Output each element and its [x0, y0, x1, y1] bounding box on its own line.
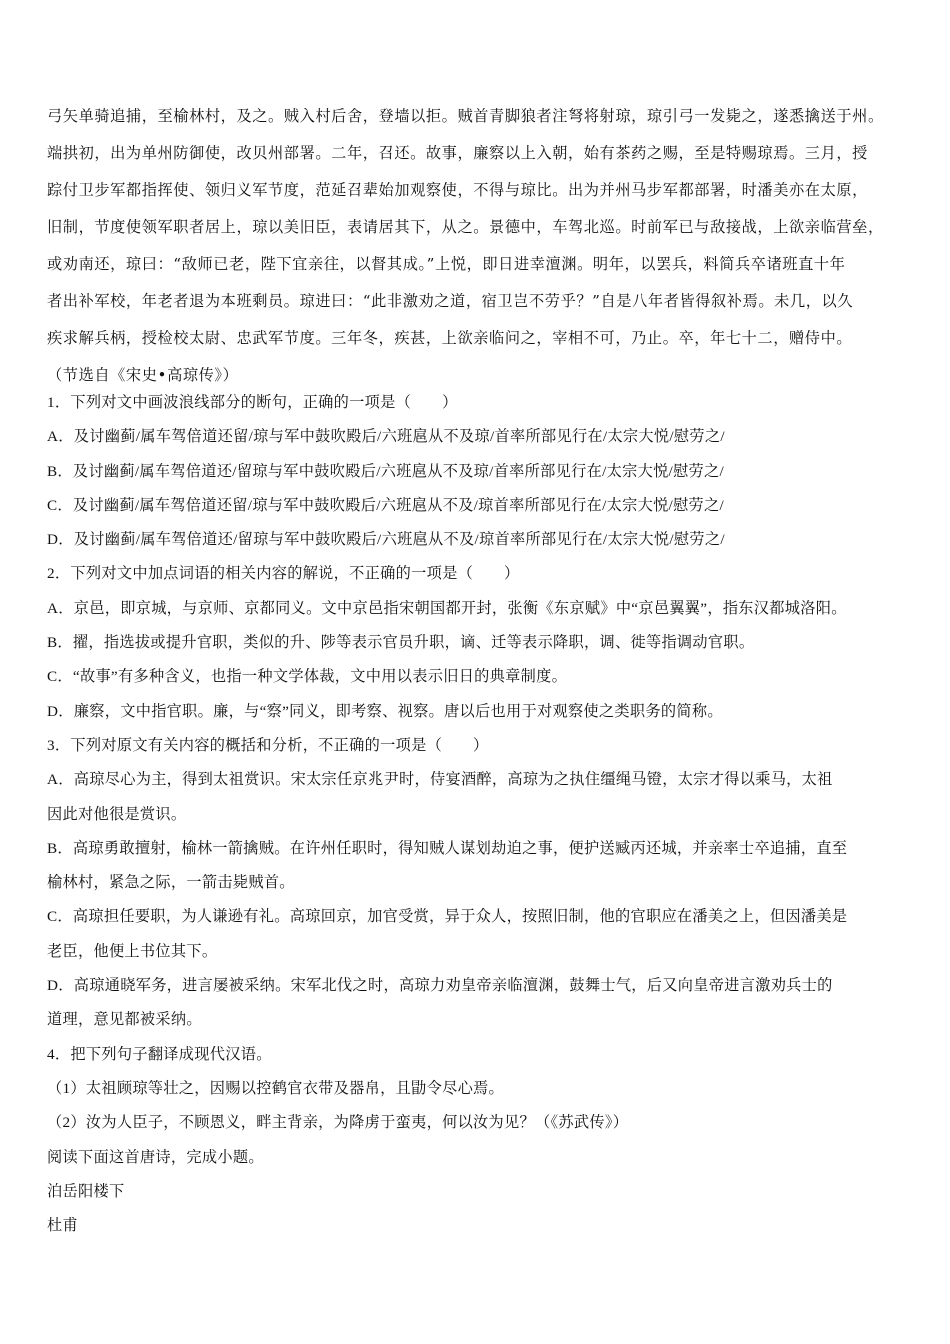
passage-line: 弓矢单骑追捕，至榆林村，及之。贼入村后舍，登墙以拒。贼首青脚狼者注弩将射琼，琼引弓一发毙之，遂悉擒送于州。 [47, 107, 884, 125]
passage-line: 端拱初，出为单州防御使，改贝州部署。二年，召还。故事，廉察以上入朝，始有茶药之赐，至是特赐琼焉。三月，授 [47, 144, 868, 162]
question-4-item-1: （1）太祖顾琼等壮之，因赐以控鹤官衣带及器帛，且勖令尽心焉。 [47, 1079, 505, 1097]
question-2-option-a: A．京邑，即京城，与京师、京都同义。文中京邑指宋朝国都开封，张衡《东京赋》中“京邑翼翼”，指东汉都城洛阳。 [47, 599, 847, 617]
question-4-item-2: （2）汝为人臣子，不顾恩义，畔主背亲，为降虏于蛮夷，何以汝为见？（《苏武传》） [47, 1114, 629, 1132]
question-3-option-d: D．高琼通晓军务，进言屡被采纳。宋军北伐之时，高琼力劝皇帝亲临澶渊，鼓舞士气，后又向皇帝进言激劝兵士的 [47, 977, 833, 995]
poem-author: 杜甫 [47, 1217, 78, 1235]
question-3-option-c: C．高琼担任要职，为人谦逊有礼。高琼回京，加官受赏，异于众人，按照旧制，他的官职应在潘美之上，但因潘美是 [47, 908, 848, 926]
classical-passage [47, 98, 917, 394]
question-1-option-c: C．及讨幽蓟/属车驾倍道还留/琼与军中鼓吹殿后/六班扈从不及/琼首率所部见行在/太宗大悦/慰劳之/ [47, 496, 725, 514]
passage-line: 者出补军校，年老者退为本班剩员。琼进曰：“此非激劝之道，宿卫岂不劳乎？”自是八年者皆得叙补焉。未几，以久 [47, 292, 854, 310]
question-1-option-b: B．及讨幽蓟/属车驾倍道还/留琼与军中鼓吹殿后/六班扈从不及琼/首率所部见行在/太宗大悦/慰劳之/ [47, 462, 725, 480]
question-1-option-d: D．及讨幽蓟/属车驾倍道还/留琼与军中鼓吹殿后/六班扈从不及/琼首率所部见行在/太宗大悦/慰劳之/ [47, 531, 725, 549]
question-3-stem: 3．下列对原文有关内容的概括和分析，不正确的一项是（ ） [47, 736, 489, 754]
question-3-option-d-cont: 道理，意见都被采纳。 [47, 1011, 202, 1029]
passage-line: 旧制，节度使领军职者居上，琼以美旧臣，表请居其下，从之。景德中，车驾北巡。时前军已与敌接战，上欲亲临营垒， [47, 218, 884, 236]
question-2-option-c: C．“故事”有多种含义，也指一种文学体裁，文中用以表示旧日的典章制度。 [47, 668, 568, 686]
passage-line: 疾求解兵柄，授检校太尉、忠武军节度。三年冬，疾甚，上欲亲临问之，宰相不可，乃止。卒，年七十二，赠侍中。 [47, 329, 853, 347]
question-1-stem: 1．下列对文中画波浪线部分的断句，正确的一项是（ ） [47, 394, 458, 411]
question-3-option-c-cont: 老臣，他便上书位其下。 [47, 942, 218, 960]
passage-line: 踪付卫步军都指挥使、领归义军节度，范延召辈始加观察使，不得与琼比。出为并州马步军都部署，时潘美亦在太原， [47, 181, 868, 199]
passage-source: （节选自《宋史•高琼传》） [47, 366, 239, 384]
questions-section [47, 386, 917, 1243]
question-4-stem: 4．把下列句子翻译成现代汉语。 [47, 1045, 272, 1063]
question-2-option-d: D．廉察，文中指官职。廉，与“察”同义，即考察、视察。唐以后也用于对观察使之类职务的简称。 [47, 702, 723, 720]
question-2-option-b: B．擢，指选拔或提升官职，类似的升、陟等表示官员升职，谪、迁等表示降职，调、徙等指调动官职。 [47, 634, 755, 652]
poem-intro: 阅读下面这首唐诗，完成小题。 [47, 1148, 264, 1166]
question-3-option-a: A．高琼尽心为主，得到太祖赏识。宋太宗任京兆尹时，侍宴酒醉，高琼为之执住缰绳马镫，太宗才得以乘马，太祖 [47, 771, 833, 789]
poem-title: 泊岳阳楼下 [47, 1182, 125, 1200]
question-3-option-b-cont: 榆林村，紧急之际，一箭击毙贼首。 [47, 874, 295, 892]
question-1-option-a: A．及讨幽蓟/属车驾倍道还留/琼与军中鼓吹殿后/六班扈从不及琼/首率所部见行在/太宗大悦/慰劳之/ [47, 428, 725, 446]
passage-line: 或劝南还，琼曰：“敌师已老，陛下宜亲往，以督其成。”上悦，即日进幸澶渊。明年，以罢兵，料简兵卒诸班直十年 [47, 255, 846, 273]
question-3-option-a-cont: 因此对他很是赏识。 [47, 805, 187, 823]
question-3-option-b: B．高琼勇敢擅射，榆林一箭擒贼。在许州任职时，得知贼人谋划劫迫之事，便护送臧丙还城，并亲率士卒追捕，直至 [47, 839, 848, 857]
question-2-stem: 2．下列对文中加点词语的相关内容的解说，不正确的一项是（ ） [47, 565, 520, 583]
